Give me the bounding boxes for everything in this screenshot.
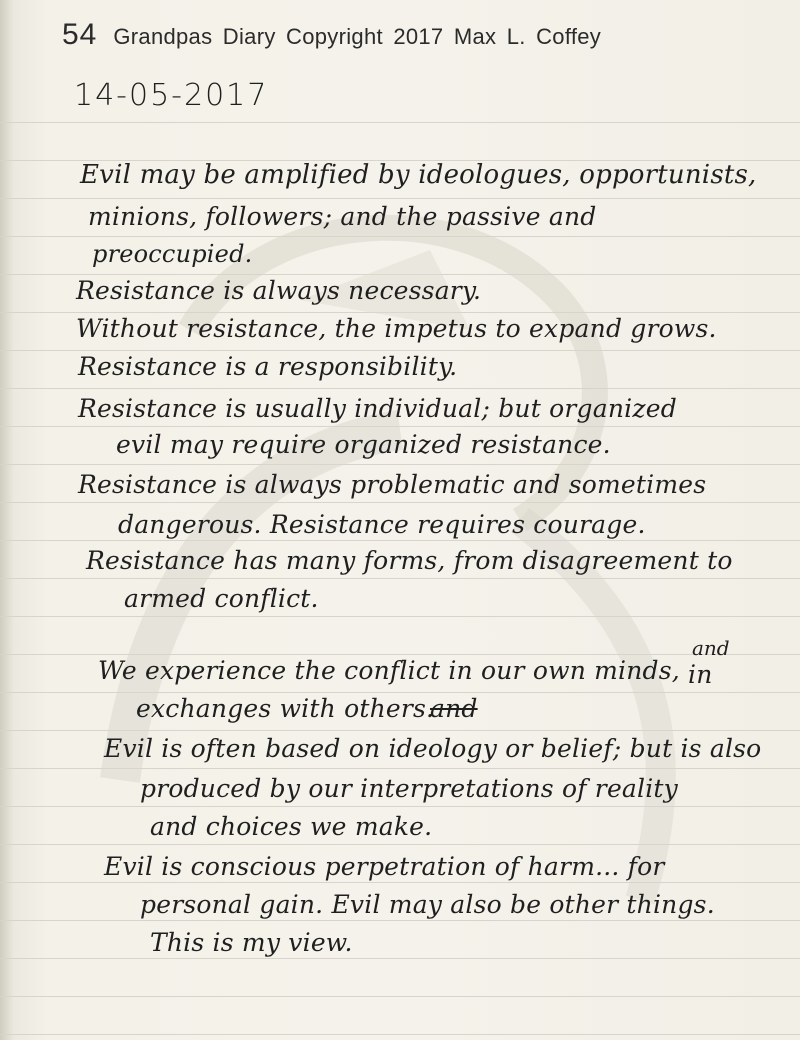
entry-line: This is my view. [150, 928, 353, 957]
entry-line: evil may require organized resistance. [116, 430, 611, 459]
ruled-line [0, 540, 800, 541]
ruled-line [0, 844, 800, 845]
entry-line: produced by our interpretations of reality [140, 774, 679, 803]
entry-line: dangerous. Resistance requires courage. [118, 510, 646, 539]
entry-line: Without resistance, the impetus to expand grows. [76, 314, 717, 343]
page-number: 54 [62, 18, 98, 51]
ruled-line [0, 882, 800, 883]
ruled-line [0, 198, 800, 199]
ruled-line [0, 654, 800, 655]
page-spine-shadow [0, 0, 14, 1040]
entry-date: 14-05-2017 [74, 78, 269, 113]
entry-line: Resistance has many forms, from disagreement to [86, 546, 733, 575]
ruled-line [0, 616, 800, 617]
ruled-line [0, 274, 800, 275]
entry-line: Resistance is always problematic and sometimes [78, 470, 707, 499]
ruled-line [0, 312, 800, 313]
ruled-line [0, 1034, 800, 1035]
ruled-line [0, 768, 800, 769]
ruled-line [0, 388, 800, 389]
entry-line: personal gain. Evil may also be other things. [140, 890, 715, 919]
struck-word: and [430, 694, 478, 723]
entry-line: exchanges with others. [136, 694, 435, 723]
ruled-line [0, 464, 800, 465]
ruled-line [0, 996, 800, 997]
ruled-line [0, 692, 800, 693]
ruled-line [0, 578, 800, 579]
entry-line: preoccupied. [92, 240, 253, 268]
ruled-line [0, 806, 800, 807]
entry-line: and choices we make. [150, 812, 433, 841]
entry-line: Evil is conscious perpetration of harm... for [104, 852, 665, 881]
ruled-line [0, 730, 800, 731]
entry-line: minions, followers; and the passive and [88, 202, 597, 231]
ruled-line [0, 122, 800, 123]
ruled-line [0, 236, 800, 237]
ruled-line [0, 958, 800, 959]
ruled-line [0, 426, 800, 427]
entry-line: Resistance is usually individual; but organized [78, 394, 677, 423]
entry-line: Evil is often based on ideology or belief; but is also [104, 734, 762, 763]
ruled-line [0, 350, 800, 351]
ruled-line [0, 502, 800, 503]
diary-title: Grandpas Diary Copyright 2017 Max L. Coffey [113, 24, 602, 49]
page-header [62, 18, 601, 52]
entry-line: We experience the conflict in our own minds, [98, 656, 680, 685]
entry-line: Resistance is always necessary. [76, 276, 482, 305]
entry-line: in [688, 660, 713, 689]
inserted-word: and [692, 636, 730, 660]
ruled-line [0, 920, 800, 921]
entry-line: Resistance is a responsibility. [78, 352, 458, 381]
entry-line: Evil may be amplified by ideologues, opportunists, [80, 160, 757, 190]
entry-line: armed conflict. [124, 584, 319, 613]
